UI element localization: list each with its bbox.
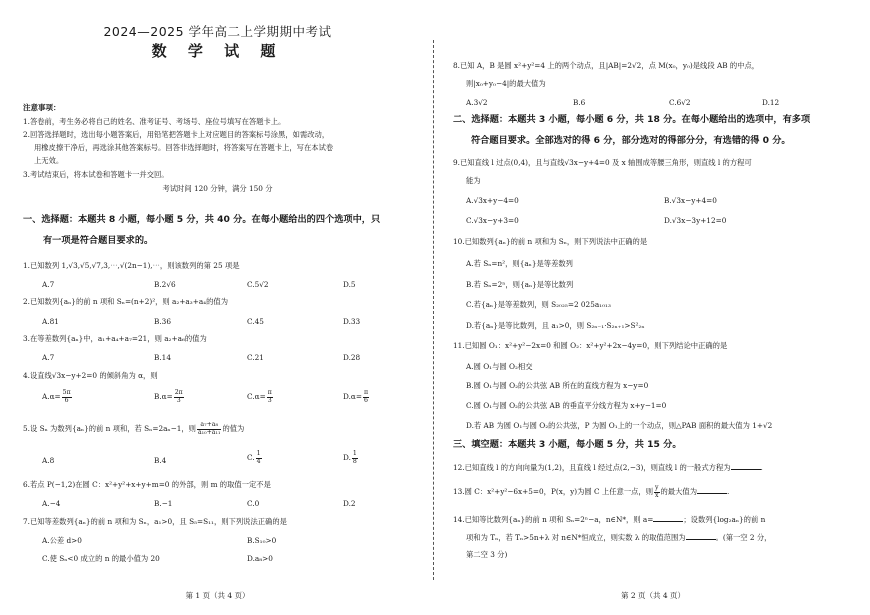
question-6-option-a: A.−4 <box>42 499 61 508</box>
question-14-answer-blank-2[interactable] <box>686 533 716 540</box>
question-5-stem-denominator: a₁₀+a₁₁ <box>197 428 221 436</box>
question-5-option-d-numerator: 1 <box>352 450 357 457</box>
question-5-stem-fraction <box>197 422 221 436</box>
question-4-option-a-fraction <box>62 390 72 404</box>
subject-title: 数 学 试 题 <box>151 42 284 60</box>
question-4-option-b-denominator: 3 <box>176 396 181 404</box>
question-11-option-c: C.圆 O₁与圆 O₂的公共弦 AB 的垂直平分线方程为 x+y−1=0 <box>466 401 667 410</box>
question-14-line-2-suffix: 。(第一空 2 分， <box>715 533 772 542</box>
question-7-stem: 7.已知等差数列{aₙ}的前 n 项和为 Sₙ，a₁>0，且 S₅=S₁₁，则下列说法正确的是 <box>23 517 287 526</box>
question-1-option-a: A.7 <box>42 280 55 289</box>
question-8-stem-line-2: 则|x₀+y₀−4|的最大值为 <box>466 79 546 88</box>
question-4-option-b-numerator: 2π <box>174 389 183 396</box>
question-1-option-b: B.2√6 <box>154 280 176 289</box>
question-9-stem-line-1: 9.已知直线 l 过点(0,4)，且与直线√3x−y+4=0 及 x 轴围成等腰三角形，则直线 l 的方程可 <box>453 158 752 167</box>
question-5-option-b: B.4 <box>154 456 167 465</box>
question-4-option-a-denominator: 6 <box>64 396 69 404</box>
question-5-option-d <box>343 451 359 465</box>
page-2-footer: 第 2 页（共 4 页） <box>620 591 686 600</box>
question-3-option-d: D.28 <box>343 353 361 362</box>
section-2-heading: 二、选择题：本题共 3 小题，每小题 6 分，共 18 分。在每小题给出的选项中，有多项 <box>453 114 811 125</box>
question-6-option-b: B.−1 <box>154 499 173 508</box>
question-8-option-a: A.3√2 <box>466 98 488 107</box>
question-14-line-1-suffix: ；设数列{log₂aₙ}的前 n <box>683 515 766 524</box>
question-4-option-c-fraction <box>267 390 273 404</box>
question-7-option-c: C.使 Sₙ<0 成立的 n 的最小值为 20 <box>42 554 160 563</box>
question-2-option-c: C.45 <box>247 317 264 326</box>
question-14-line-1-text: 14.已知等比数列{aₙ}的前 n 项和 Sₙ=2ⁿ−a，n∈N*，则 a= <box>453 515 654 524</box>
question-2-option-a: A.81 <box>42 317 59 326</box>
question-9-option-b: B.√3x−y+4=0 <box>664 196 717 205</box>
notes-line-4: 上无效。 <box>34 156 64 165</box>
page-divider <box>433 40 434 580</box>
question-10-option-c: C.若{aₙ}是等差数列，则 S₂₀₂₅=2 025a₁₀₁₃ <box>466 300 611 309</box>
question-10-option-d: D.若{aₙ}是等比数列，且 a₁>0，则 S₂ₙ₋₁·S₂ₙ₊₁>S²₂ₙ <box>466 321 645 330</box>
notes-heading: 注意事项： <box>23 103 61 112</box>
question-3-stem: 3.在等差数列{aₙ}中，a₁+a₄+a₇=21，则 a₂+a₆的值为 <box>23 334 207 343</box>
question-1-stem: 1.已知数列 1,√3,√5,√7,3,⋯,√(2n−1),⋯，则该数列的第 25 项是 <box>23 261 240 270</box>
question-5-option-a: A.8 <box>42 456 55 465</box>
question-4-option-c-denominator: 3 <box>267 396 272 404</box>
question-7-option-a: A.公差 d>0 <box>42 536 82 545</box>
question-13-end: . <box>727 487 730 496</box>
question-4-option-d <box>343 390 370 404</box>
time-info: 考试时间 120 分钟，满分 150 分 <box>162 184 273 193</box>
question-2-option-b: B.36 <box>154 317 171 326</box>
section-2-heading-cont: 符合题目要求。全部选对的得 6 分，部分选对的得部分分，有选错的得 0 分。 <box>471 135 791 146</box>
question-6-option-d: D.2 <box>343 499 356 508</box>
question-7-option-b: B.S₁₀>0 <box>247 536 277 545</box>
question-4-option-d-fraction <box>363 390 369 404</box>
question-14-line-3: 第二空 3 分) <box>466 550 508 559</box>
question-1-option-d: D.5 <box>343 280 356 289</box>
question-11-option-a: A.圆 O₁与圆 O₂相交 <box>466 362 533 371</box>
question-12-stem <box>453 463 763 473</box>
section-1-heading: 一、选择题：本题共 8 小题，每小题 5 分，共 40 分。在每小题给出的四个选项中，只 <box>23 214 381 225</box>
exam-title: 2024—2025 学年高二上学期期中考试 <box>103 24 332 39</box>
question-2-stem: 2.已知数列{aₙ}的前 n 项和 Sₙ=(n+2)²，则 a₂+a₃+a₄的值为 <box>23 297 228 306</box>
question-3-option-c: C.21 <box>247 353 264 362</box>
question-7-option-d: D.a₈>0 <box>247 554 273 563</box>
question-13-numerator: y <box>655 484 659 491</box>
question-5-option-c <box>247 451 263 465</box>
question-14-line-2-text: 项和为 Tₙ，若 Tₙ>5n+λ 对 n∈N*恒成立，则实数 λ 的取值范围为 <box>466 533 686 542</box>
question-9-stem-line-2: 能为 <box>466 176 481 185</box>
question-12-text: 12.已知直线 l 的方向向量为(1,2)，且直线 l 经过点(2,−3)，则直线 l 的一般式方程为 <box>453 463 731 472</box>
section-3-heading: 三、填空题：本题共 3 小题，每小题 5 分，共 15 分。 <box>453 439 682 450</box>
question-4-option-b-fraction <box>174 390 184 404</box>
question-10-option-a: A.若 Sₙ=n²，则{aₙ}是等差数列 <box>466 259 573 268</box>
question-8-stem-line-1: 8.已知 A，B 是圆 x²+y²=4 上的两个动点，且|AB|=2√2，点 M(x₀，y₀)是线段 AB 的中点， <box>453 61 760 70</box>
question-14-answer-blank-1[interactable] <box>653 515 683 522</box>
question-13-fraction <box>654 485 660 499</box>
question-5-stem <box>23 422 244 436</box>
question-1-option-c: C.5√2 <box>247 280 269 289</box>
question-6-option-c: C.0 <box>247 499 260 508</box>
page-1-footer: 第 1 页（共 4 页） <box>185 591 250 600</box>
question-5-option-d-fraction <box>352 451 358 465</box>
question-3-option-b: B.14 <box>154 353 171 362</box>
question-4-option-c-numerator: π <box>267 389 272 396</box>
question-10-option-b: B.若 Sₙ=2ⁿ，则{aₙ}是等比数列 <box>466 280 574 289</box>
question-4-option-c <box>247 390 274 404</box>
question-13-stem <box>453 485 729 499</box>
question-8-option-c: C.6√2 <box>669 98 691 107</box>
section-1-heading-cont: 有一项是符合题目要求的。 <box>43 235 154 246</box>
notes-line-1: 1.答卷前，考生务必将自己的姓名、准考证号、考场号、座位号填写在答题卡上。 <box>23 117 286 126</box>
question-4-option-d-denominator: 6 <box>364 396 368 404</box>
question-8-option-b: B.6 <box>573 98 586 107</box>
question-5-option-d-prefix: D. <box>343 453 351 462</box>
question-11-option-d: D.若 AB 为圆 O₁与圆 O₂的公共弦，P 为圆 O₁上的一个动点，则△PAB 面积的最大值为 1+√2 <box>466 421 773 430</box>
question-10-stem: 10.已知数列{aₙ}的前 n 项和为 Sₙ，则下列说法中正确的是 <box>453 237 648 246</box>
question-13-suffix: 的最大值为 <box>660 487 697 496</box>
question-9-option-d: D.√3x−3y+12=0 <box>664 216 727 225</box>
question-4-option-a-numerator: 5π <box>62 389 71 396</box>
question-9-option-c: C.√3x−y+3=0 <box>466 216 519 225</box>
question-6-stem: 6.若点 P(−1,2)在圆 C：x²+y²+x+y+m=0 的外部，则 m 的取值一定不是 <box>23 480 271 489</box>
question-12-answer-blank[interactable] <box>731 463 761 470</box>
notes-line-3: 用橡皮擦干净后，再选涂其他答案标号。回答非选择题时，将答案写在答题卡上，写在本试卷 <box>34 143 334 152</box>
question-4-option-d-numerator: π <box>363 389 369 396</box>
question-5-option-d-denominator: 8 <box>352 457 357 465</box>
question-5-stem-prefix: 5.设 Sₙ 为数列{aₙ}的前 n 项和，若 Sₙ=2aₙ−1，则 <box>23 424 196 433</box>
question-5-stem-suffix: 的值为 <box>222 424 245 433</box>
question-11-option-b: B.圆 O₁与圆 O₂的公共弦 AB 所在的直线方程为 x−y=0 <box>466 381 649 390</box>
question-5-option-c-numerator: 1 <box>256 450 261 457</box>
question-4-option-a <box>42 390 73 404</box>
question-5-option-c-prefix: C. <box>247 453 255 462</box>
question-5-option-c-denominator: 4 <box>256 457 261 465</box>
question-4-option-b <box>154 390 185 404</box>
question-14-line-1 <box>453 515 765 525</box>
question-11-stem: 11.已知圆 O₁：x²+y²−2x=0 和圆 O₂：x²+y²+2x−4y=0，则下列结论中正确的是 <box>453 341 728 350</box>
question-13-text: 13.圆 C：x²+y²−6x+5=0，P(x，y)为圆 C 上任意一点，则 <box>453 487 654 496</box>
question-13-denominator: x <box>655 491 659 499</box>
right-page <box>436 0 870 615</box>
question-5-stem-numerator: a₇+a₈ <box>197 422 221 430</box>
question-14-line-2 <box>466 533 771 543</box>
question-4-stem: 4.设直线√3x−y+2=0 的倾斜角为 α，则 <box>23 371 158 380</box>
question-4-option-a-prefix: A.α= <box>42 392 61 401</box>
notes-line-2: 2.回答选择题时，选出每小题答案后，用铅笔把答题卡上对应题目的答案标号涂黑，如需改动， <box>23 130 330 139</box>
question-13-answer-blank[interactable] <box>697 487 730 496</box>
question-5-option-c-fraction <box>256 451 262 465</box>
question-8-option-d: D.12 <box>762 98 780 107</box>
question-3-option-a: A.7 <box>42 353 55 362</box>
question-12-end: . <box>760 463 763 472</box>
question-4-option-c-prefix: C.α= <box>247 392 266 401</box>
question-9-option-a: A.√3x+y−4=0 <box>466 196 519 205</box>
question-4-option-d-prefix: D.α= <box>343 392 362 401</box>
question-2-option-d: D.33 <box>343 317 361 326</box>
notes-line-5: 3.考试结束后，将本试卷和答题卡一并交回。 <box>23 170 169 179</box>
question-4-option-b-prefix: B.α= <box>154 392 173 401</box>
